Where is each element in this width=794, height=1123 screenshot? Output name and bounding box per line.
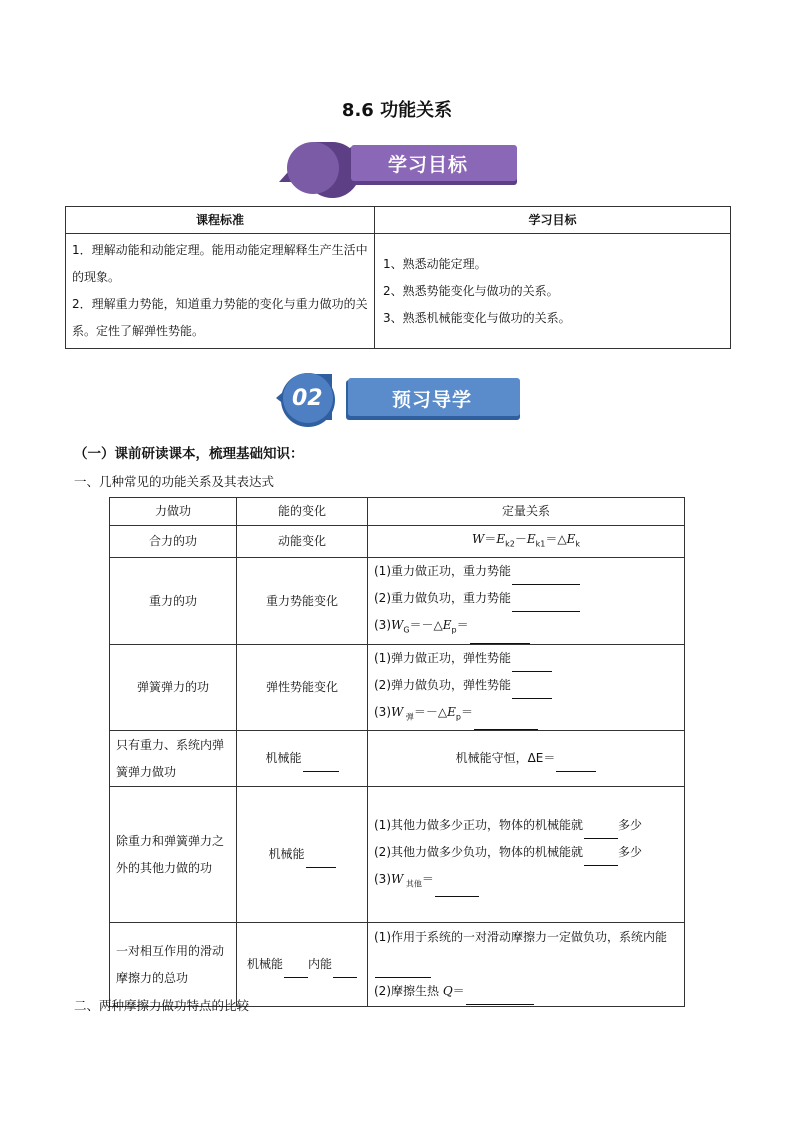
row-relation [368,923,685,1007]
row-energy: 机械能 [237,731,368,787]
standards-goals-cell [375,234,731,349]
standard-item: 1．理解动能和动能定理。能用动能定理解释生产生活中的现象。 [72,243,368,284]
row-energy: 重力势能变化 [237,558,368,644]
row-force: 弹簧弹力的功 [110,644,237,730]
blank-field[interactable] [556,757,596,772]
row-relation [368,558,685,644]
goal-item: 3、熟悉机械能变化与做功的关系。 [383,310,571,325]
row-force: 只有重力、系统内弹簧弹力做功 [110,731,237,787]
row-force: 重力的功 [110,558,237,644]
blank-field[interactable] [470,629,530,644]
section-heading: （一）课前研读课本，梳理基础知识： [74,446,304,462]
relations-header-energy: 能的变化 [237,498,368,526]
blank-field[interactable] [284,963,308,978]
blank-field[interactable] [474,715,538,730]
blank-field[interactable] [584,851,618,866]
relation-line: (3)W $_{其他}$＝ [374,871,434,889]
sub-heading-1: 一、几种常见的功能关系及其表达式 [74,474,275,489]
row-energy: 机械能 [237,787,368,923]
blank-field[interactable] [466,990,534,1005]
relation-line: 多少 [618,817,643,832]
blank-field[interactable] [306,853,336,868]
row-force: 合力的功 [110,526,237,558]
row-relation [368,787,685,923]
row-relation [368,731,685,787]
relation-line: (2)摩擦生热 Q＝ [374,984,465,999]
row-relation [368,526,685,558]
relation-line: 多少 [618,844,643,859]
blank-field[interactable] [375,963,431,978]
row-energy: 动能变化 [237,526,368,558]
relations-header-force: 力做功 [110,498,237,526]
relation-line: 机械能守恒，ΔE＝ [455,751,556,766]
relation-line: (3)W $_弹=-\triangle E_p=$ [374,704,473,722]
banner-preview-label: 预习导学 [392,389,473,411]
blank-field[interactable] [512,684,552,699]
banner-preview [272,370,524,432]
relation-line: (1)重力做正功，重力势能 [374,564,511,579]
relation-line: (2)其他力做多少负功，物体的机械能就 [374,844,583,859]
banner-learning-goals [275,136,520,198]
goal-item: 1、熟悉动能定理。 [383,256,487,271]
sub-heading-2: 二、两种摩擦力做功特点的比较 [74,998,250,1013]
goal-item: 2、熟悉势能变化与做功的关系。 [383,283,559,298]
relation-line: (2)重力做负功，重力势能 [374,591,511,606]
page-title: 8.6 功能关系 [341,100,453,121]
row-energy: 弹性势能变化 [237,644,368,730]
relation-line: (1)弹力做正功，弹性势能 [374,650,511,665]
blank-field[interactable] [512,597,580,612]
row-relation [368,644,685,730]
blank-field[interactable] [303,757,339,772]
banner-learning-goals-label: 学习目标 [388,154,469,176]
blank-field[interactable] [333,963,357,978]
relation-line: $(3)W_G=-\triangle E_p=$ [374,618,469,635]
relation-formula: $W=E_{k2}-E_{k1}=\triangle E_k$ [471,532,580,549]
relations-table [109,497,685,1007]
standards-header-goals: 学习目标 [375,207,731,234]
standards-table [65,206,731,349]
blank-field[interactable] [584,824,618,839]
standard-item: 2．理解重力势能，知道重力势能的变化与重力做功的关系。定性了解弹性势能。 [72,297,368,338]
blank-field[interactable] [512,570,580,585]
row-energy: 机械能 内能 [237,923,368,1007]
banner-preview-number: 02 [292,386,323,411]
relation-line: (1)作用于系统的一对滑动摩擦力一定做负功，系统内能 [374,930,668,945]
row-force: 一对相互作用的滑动摩擦力的总功 [110,923,237,1007]
standards-curriculum-cell [66,234,375,349]
row-force: 除重力和弹簧弹力之外的其他力做的功 [110,787,237,923]
relations-header-relation: 定量关系 [368,498,685,526]
standards-header-curriculum: 课程标准 [66,207,375,234]
relation-line: (1)其他力做多少正功，物体的机械能就 [374,817,583,832]
blank-field[interactable] [512,657,552,672]
relation-line: (2)弹力做负功，弹性势能 [374,677,511,692]
blank-field[interactable] [435,882,479,897]
